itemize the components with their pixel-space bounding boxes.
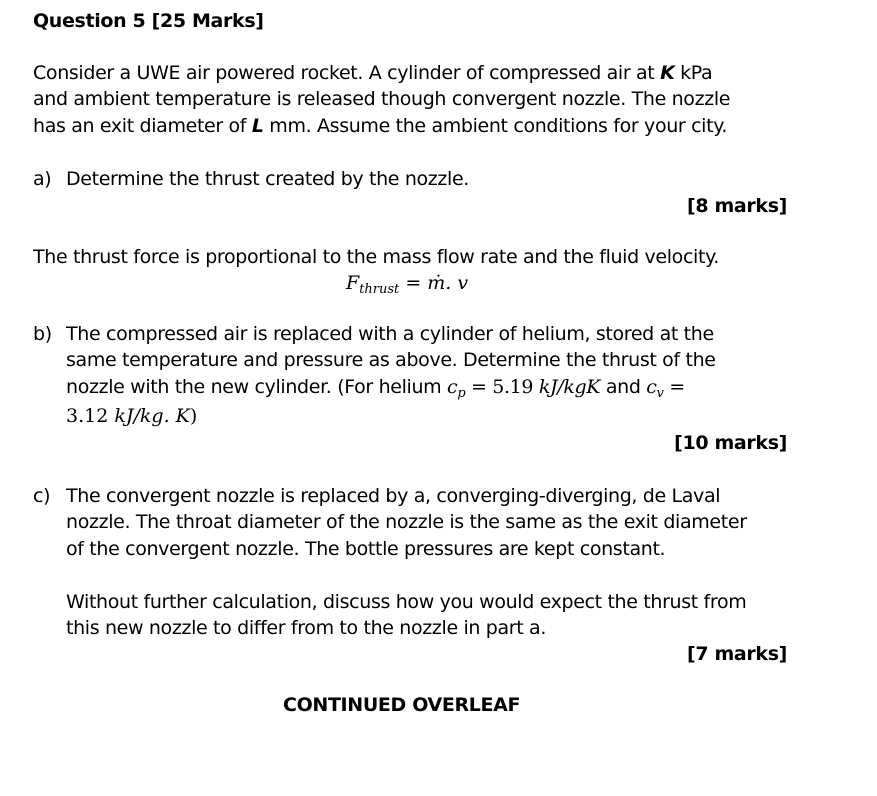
part-c-line-3: of the convergent nozzle. The bottle pressures are kept constant. (66, 538, 666, 560)
intro-line-1 (33, 62, 712, 84)
eq-f-subscript: thrust (359, 282, 400, 297)
part-b-label: b) (33, 323, 52, 345)
part-a-text: Determine the thrust created by the nozzle. (66, 168, 469, 190)
cp-symbol: c (447, 376, 458, 398)
cv-equals: = (663, 376, 685, 398)
intro-text-3a: has an exit diameter of (33, 115, 252, 137)
cv-subscript: v (656, 386, 664, 401)
intro-text-3b: mm. Assume the ambient conditions for your city. (263, 115, 728, 137)
intro-line-3 (33, 115, 727, 137)
and-text: and (600, 376, 647, 398)
variable-l: L (251, 115, 264, 137)
cv-value: 3.12 (66, 405, 115, 427)
part-b-marks: [10 marks] (674, 432, 787, 454)
continued-overleaf: CONTINUED OVERLEAF (283, 694, 521, 716)
thrust-note: The thrust force is proportional to the mass flow rate and the fluid velocity. (33, 246, 719, 268)
variable-k: K (660, 62, 675, 84)
part-c-line-2: nozzle. The throat diameter of the nozzle is the same as the exit diameter (66, 511, 747, 533)
cp-unit: kJ/kgK (538, 376, 601, 398)
eq-f-symbol: F (346, 272, 360, 294)
part-b-text-3a: nozzle with the new cylinder. (For helium (66, 376, 448, 398)
cv-symbol: c (646, 376, 657, 398)
cp-value: = 5.19 (465, 376, 539, 398)
eq-rest: = ṁ. v (399, 272, 469, 294)
cv-unit: kJ/kg. K (114, 405, 190, 427)
question-heading: Question 5 [25 Marks] (33, 10, 264, 32)
part-c-line-5: this new nozzle to differ from to the nozzle in part a. (66, 617, 547, 639)
intro-line-2: and ambient temperature is released though convergent nozzle. The nozzle (33, 88, 731, 110)
intro-text-1a: Consider a UWE air powered rocket. A cylinder of compressed air at (33, 62, 661, 84)
part-c-marks: [7 marks] (687, 643, 787, 665)
part-b-line-1: The compressed air is replaced with a cylinder of helium, stored at the (66, 323, 714, 345)
part-b-line-3 (66, 376, 685, 401)
part-b-line-2: same temperature and pressure as above. Determine the thrust of the (66, 349, 716, 371)
part-a-label: a) (33, 168, 52, 190)
cp-subscript: p (457, 386, 466, 401)
part-c-line-4: Without further calculation, discuss how you would expect the thrust from (66, 591, 747, 613)
part-a-marks: [8 marks] (687, 195, 787, 217)
cv-close-paren: ) (189, 405, 198, 427)
part-b-line-4 (66, 405, 197, 427)
part-c-label: c) (33, 485, 51, 507)
thrust-equation (346, 272, 468, 297)
part-c-line-1: The convergent nozzle is replaced by a, converging-diverging, de Laval (66, 485, 721, 507)
intro-text-1b: kPa (674, 62, 713, 84)
